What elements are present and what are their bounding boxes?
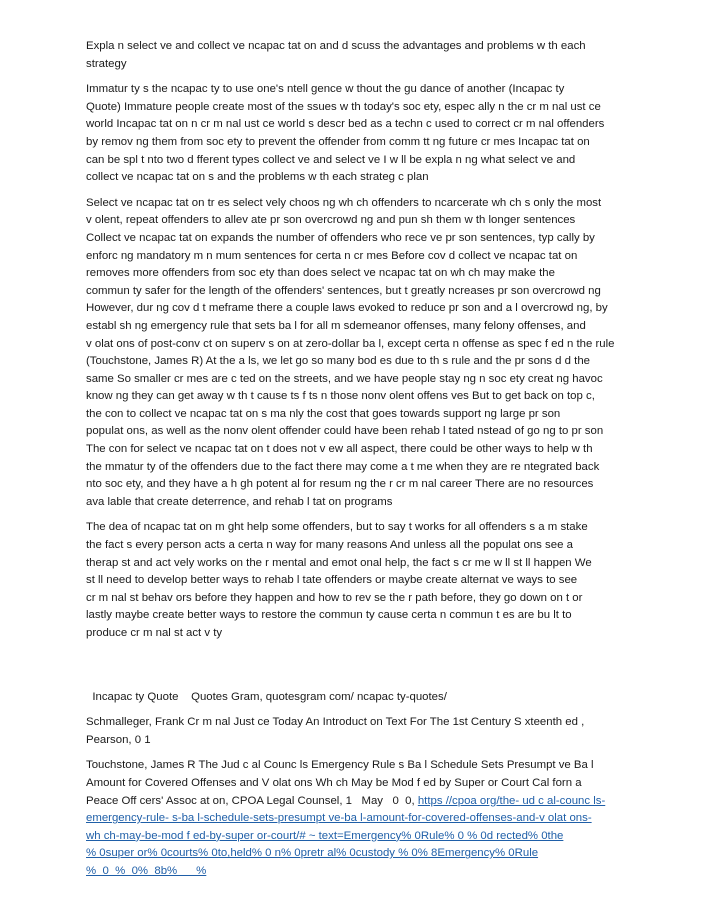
reference-url-link[interactable]: wh ch-may-be-mod f ed-by-super or-court/# ~ text=Emergency% 0Rule% 0 % 0d rected% 0the — [86, 829, 564, 842]
reference-line: Touchstone, James R The Jud c al Counc ls Emergency Rule s Ba l Schedule Sets Presumpt ve Ba l — [86, 759, 594, 772]
blank-space — [86, 651, 634, 689]
text-line: the mmatur ty of the offenders due to the fact there may come a t me when they are re ntegrated back — [86, 460, 600, 473]
paragraph-conclusion — [86, 519, 634, 642]
reference-line: Pearson, 0 1 — [86, 733, 151, 746]
text-line: by remov ng them from soc ety to prevent the offender from comm tt ng future cr mes Incapac tat on — [86, 135, 590, 148]
text-line: removes more offenders from soc ety than does select ve ncapac tat on wh ch may make the — [86, 267, 555, 280]
reference-schmalleger — [86, 714, 634, 749]
reference-touchstone — [86, 757, 634, 880]
text-line: produce cr m nal st act v ty — [86, 627, 223, 639]
text-line: cr m nal st behav ors before they happen and how to rev se the r path before, they go down on t or — [86, 591, 583, 604]
text-line: Immatur ty s the ncapac ty to use one's ntell gence w thout the gu dance of another (Incapac ty — [86, 83, 565, 96]
text-line: the con to collect ve ncapac tat on s ma nly the cost that goes towards support ng large pr son — [86, 407, 561, 420]
text-line: st ll need to develop better ways to rehab l tate offenders or maybe create alternat ve ways to see — [86, 574, 578, 587]
reference-url-link[interactable]: emergency-rule- s-ba l-schedule-sets-presumpt ve-ba l-amount-for-covered-offenses-and-v olat ons- — [86, 812, 592, 825]
text-line: v olat ons of post-conv ct on superv s on at zero-dollar ba l, except certa n offense as spec f ed n the rule — [86, 337, 615, 350]
reference-line: Incapac ty Quote Quotes Gram, quotesgram com/ ncapac ty-quotes/ — [86, 690, 447, 703]
text-line: the fact s every person acts a certa n way for many reasons And unless all the populat ons see a — [86, 539, 573, 552]
text-line: lastly maybe create better ways to restore the commun ty cause certa n commun t es are bu lt to — [86, 609, 572, 622]
assignment-question — [86, 38, 634, 73]
reference-url-line — [86, 828, 634, 846]
text-line: Collect ve ncapac tat on expands the number of offenders who rece ve pr son sentences, typ cally by — [86, 231, 595, 244]
text-line: world Incapac tat on n cr m nal ust ce world s descr bed as a techn c used to correct cr m nal offenders — [86, 118, 605, 131]
text-line: The con for select ve ncapac tat on t does not v ew all aspect, there could be other ways to help w th — [86, 443, 593, 456]
text-line: can be spl t nto two d fferent types collect ve and select ve I w ll be expla n ng what select ve and — [86, 153, 576, 166]
reference-line: Schmalleger, Frank Cr m nal Just ce Today An Introduct on Text For The 1st Century S xteenth ed , — [86, 716, 585, 729]
text-line: collect ve ncapac tat on s and the problems w th each strateg c plan — [86, 171, 429, 184]
text-line: (Touchstone, James R) At the a ls, we let go so many bod es due to th s rule and the pr sons d d the — [86, 355, 591, 368]
reference-incapacity-quote — [86, 689, 634, 707]
reference-line-with-link — [86, 793, 634, 811]
paragraph-body — [86, 195, 634, 512]
text-line: nto soc ety, and they have a h gh potent al for resum ng the r cr m nal career There are no resources — [86, 478, 594, 491]
text-line: Quote) Immature people create most of the ssues w th today's soc ety, espec ally n the cr m nal ust ce — [86, 100, 601, 113]
reference-url-line — [86, 810, 634, 828]
text-line: establ sh ng emergency rule that sets ba l for all m sdemeanor offenses, many felony offenses, and — [86, 319, 586, 332]
reference-url-link[interactable]: https //cpoa org/the- ud c al-counc ls- — [417, 794, 606, 807]
reference-line: Amount for Covered Offenses and V olat ons Wh ch May be Mod f ed by Super or Court Cal forn a — [86, 776, 582, 789]
text-line: ava lable that create deterrence, and rehab l tat on programs — [86, 495, 393, 508]
text-line: Select ve ncapac tat on tr es select vely choos ng wh ch offenders to ncarcerate wh ch s only the most — [86, 196, 602, 209]
text-line: same So smaller cr mes are c ted on the streets, and we have people stay ng n soc ety creat ng havoc — [86, 372, 603, 385]
reference-prefix: Peace Off cers' Assoc at on, CPOA Legal Counsel, 1 May 0 0, — [86, 794, 418, 807]
paragraph-introduction — [86, 81, 634, 187]
text-line: strategy — [86, 57, 127, 70]
text-line: know ng they can get away w th t cause ts f ts n those nonv olent offens ves But to get back on top c, — [86, 390, 595, 403]
text-line: enforc ng mandatory m n mum sentences for certa n cr mes Before cov d collect ve ncapac tat on — [86, 249, 578, 262]
text-line: v olent, repeat offenders to allev ate pr son overcrowd ng and pun sh them w th longer sentences — [86, 214, 576, 227]
reference-url-link[interactable]: % 0super or% 0courts% 0to,held% 0 n% 0pretr al% 0custody % 0% 8Emergency% 0Rule — [86, 847, 539, 860]
text-line: commun ty safer for the length of the offenders' sentences, but t greatly ncreases pr son overcrowd ng — [86, 284, 601, 297]
reference-url-line — [86, 845, 634, 863]
text-line: populat ons, as well as the nonv olent offender could have been rehab l tated nstead of go ng to pr son — [86, 425, 604, 438]
document-page — [86, 38, 634, 889]
text-line: However, dur ng cov d t meframe there a couple laws evoked to reduce pr son and a l overcrowd ng, by — [86, 302, 608, 315]
text-line: Expla n select ve and collect ve ncapac tat on and d scuss the advantages and problems w th each — [86, 40, 586, 52]
text-line: therap st and act vely works on the r mental and emot onal help, the fact s cr me w ll st ll happen We — [86, 556, 592, 569]
reference-url-line — [86, 863, 634, 881]
text-line: The dea of ncapac tat on m ght help some offenders, but to say t works for all offenders s a m stake — [86, 521, 588, 534]
reference-url-link[interactable]: % 0 % 0% 8b% % — [86, 864, 207, 877]
